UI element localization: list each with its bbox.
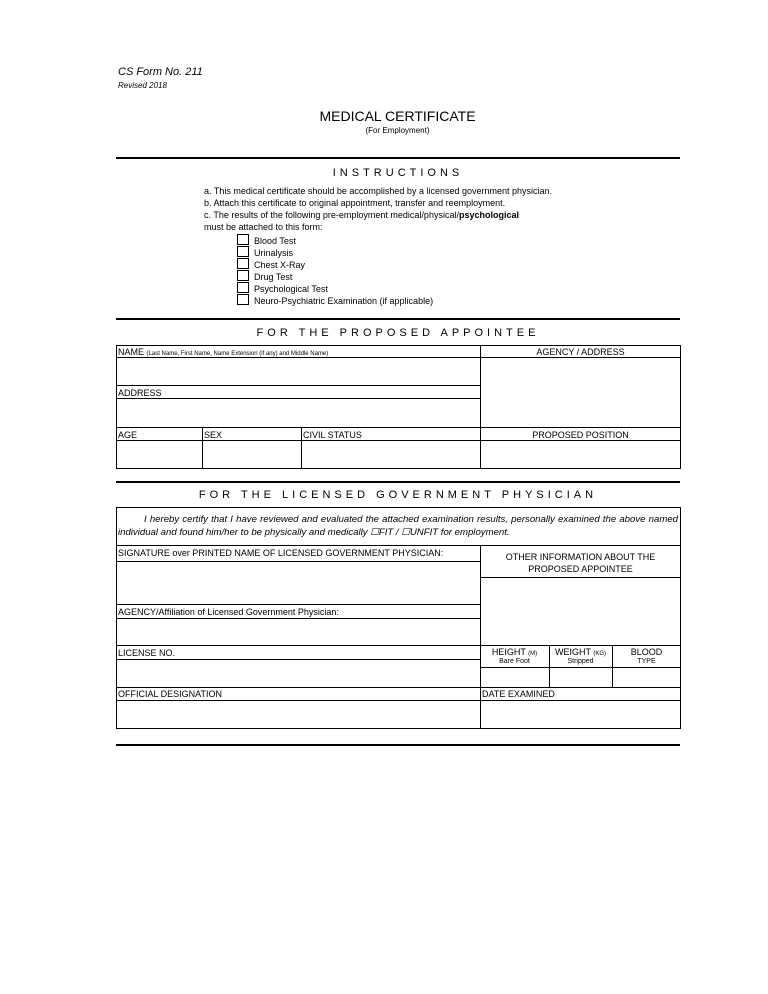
table-divider [116,427,681,428]
table-divider [116,687,681,688]
address-field[interactable] [117,399,479,426]
appointee-heading: FOR THE PROPOSED APPOINTEE [256,327,540,339]
revision-date: Revised 2018 [118,81,167,90]
proposed-position-field[interactable] [481,441,680,468]
license-label: LICENSE NO. [118,648,176,658]
table-divider [116,545,681,546]
divider [116,481,680,483]
height-field[interactable] [481,668,548,686]
checklist-item-drug-test[interactable]: Drug Test [237,270,292,283]
agency-address-label: AGENCY / ADDRESS [536,347,625,357]
table-divider [116,645,681,646]
weight-label: WEIGHT (KG) [554,647,607,657]
height-label: HEIGHT (M) [491,647,538,657]
date-examined-field[interactable] [481,701,680,728]
checkbox[interactable] [237,258,249,269]
instruction-b: b. Attach this certificate to original appointment, transfer and reemployment. [204,198,506,208]
page-title: MEDICAL CERTIFICATE [319,108,476,124]
fit-checkbox[interactable]: ☐ [370,527,379,538]
age-field[interactable] [117,441,201,468]
unfit-checkbox[interactable]: ☐ [401,527,410,538]
divider [116,318,680,320]
official-designation-field[interactable] [117,701,479,728]
instruction-a: a. This medical certificate should be accomplished by a licensed government physician. [204,186,553,196]
instruction-c-continued: must be attached to this form: [204,222,323,232]
checklist-item-psychological-test[interactable]: Psychological Test [237,282,328,295]
proposed-position-label: PROPOSED POSITION [532,430,629,440]
date-examined-label: DATE EXAMINED [482,689,555,699]
checkbox[interactable] [237,246,249,257]
agency-affiliation-label: AGENCY/Affiliation of Licensed Government Physician: [118,607,339,617]
agency-affiliation-field[interactable] [117,619,479,645]
age-label: AGE [118,430,138,440]
other-info-field[interactable] [481,578,680,643]
checklist-item-neuro-psychiatric[interactable]: Neuro-Psychiatric Examination (if applicable) [237,294,433,307]
divider [116,744,680,746]
address-label: ADDRESS [118,388,162,398]
license-field[interactable] [117,660,479,686]
checkbox[interactable] [237,234,249,245]
instructions-heading: INSTRUCTIONS [332,167,464,179]
agency-address-field[interactable] [481,358,680,426]
checklist-item-blood-test[interactable]: Blood Test [237,234,296,247]
blood-type-field[interactable] [613,668,680,686]
other-info-label: OTHER INFORMATION ABOUT THE PROPOSED APPOINTEE [505,552,656,574]
checklist-item-urinalysis[interactable]: Urinalysis [237,246,293,259]
weight-sublabel: Stripped [567,658,594,665]
checkbox[interactable] [237,282,249,293]
checkbox[interactable] [237,270,249,281]
signature-field[interactable] [117,560,479,603]
instruction-c: c. The results of the following pre-employment medical/physical/psychological [204,210,519,220]
official-designation-label: OFFICIAL DESIGNATION [118,689,223,699]
signature-label: SIGNATURE over PRINTED NAME OF LICENSED GOVERNMENT PHYSICIAN: [118,548,444,558]
form-number: CS Form No. 211 [118,66,203,78]
checklist-item-chest-xray[interactable]: Chest X-Ray [237,258,305,271]
name-label: NAME (Last Name, First Name, Name Extension (if any) and Middle Name) [118,347,329,357]
table-divider [116,561,480,562]
certification-statement: I hereby certify that I have reviewed and evaluated the attached examination results, personally examined the above named individual and found him/her to be physically and medically ☐FIT / ☐UNFIT for employment. [118,514,678,538]
blood-type-sublabel: TYPE [637,658,656,665]
height-sublabel: Bare Foot [499,658,530,665]
civil-status-label: CIVIL STATUS [303,430,362,440]
table-divider [116,385,480,386]
divider [116,157,680,159]
name-field[interactable] [117,358,479,384]
physician-heading: FOR THE LICENSED GOVERNMENT PHYSICIAN [198,489,598,501]
page-subtitle: (For Employment) [365,126,430,135]
civil-status-field[interactable] [302,441,479,468]
blood-type-label: BLOOD [630,647,663,657]
sex-label: SEX [204,430,223,440]
table-divider [116,604,480,605]
sex-field[interactable] [203,441,300,468]
weight-field[interactable] [550,668,611,686]
checkbox[interactable] [237,294,249,305]
